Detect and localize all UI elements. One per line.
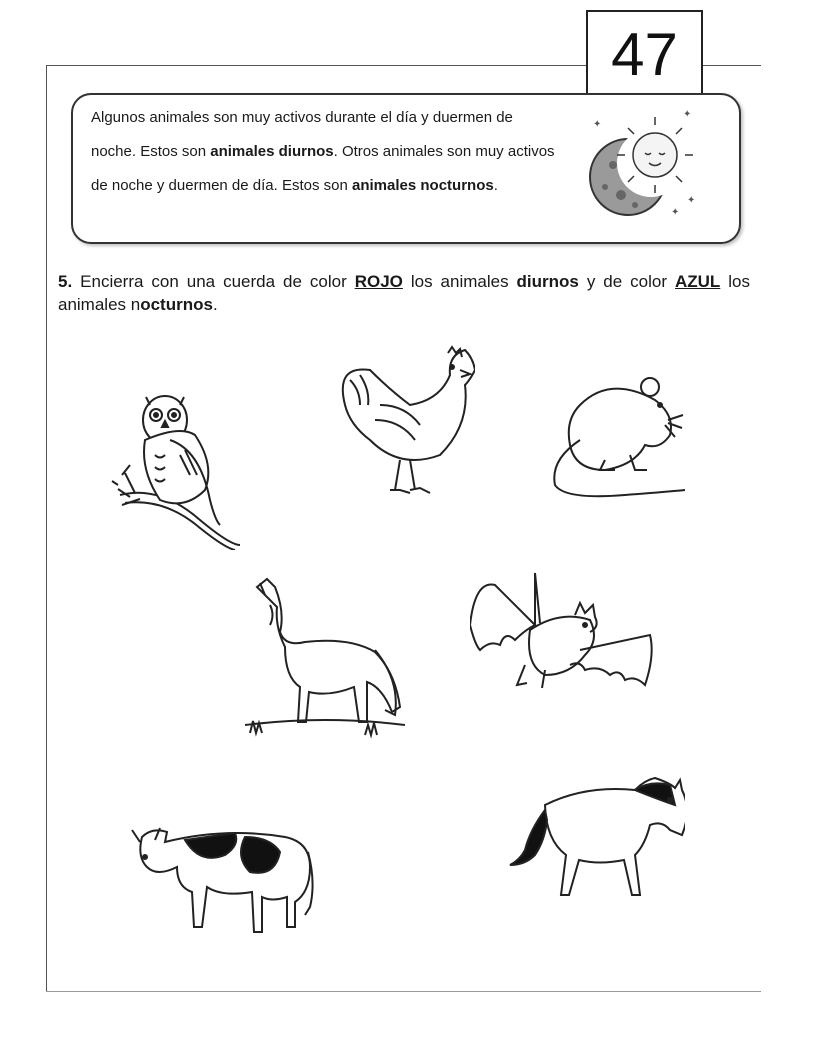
instruction-t1: Encierra con una cuerda de color — [72, 272, 355, 291]
owl-image[interactable] — [110, 385, 250, 550]
wolf-image[interactable] — [245, 575, 405, 745]
page-frame-bottom — [46, 991, 761, 992]
instruction-number: 5. — [58, 272, 73, 291]
info-end: . — [493, 177, 498, 194]
svg-text:✦: ✦ — [683, 109, 692, 120]
info-diurnos: animales diurnos — [210, 143, 334, 160]
info-text — [91, 101, 561, 203]
page-number — [586, 10, 703, 98]
page-frame-left — [46, 65, 47, 992]
instruction-t4: los animales n — [58, 272, 750, 314]
instruction-text — [58, 270, 750, 316]
cow-image[interactable] — [125, 822, 320, 937]
bat-image[interactable] — [470, 570, 655, 705]
hen-image[interactable] — [330, 345, 475, 505]
horse-image[interactable] — [505, 775, 685, 905]
instruction-nocturnos: octurnos — [140, 295, 213, 314]
svg-text:✦: ✦ — [687, 195, 696, 206]
svg-text:✦: ✦ — [671, 207, 680, 218]
instruction-diurnos: diurnos — [516, 272, 579, 291]
page-number-text: 47 — [611, 20, 678, 88]
instruction-t3: y de color — [578, 272, 675, 291]
info-nocturnos-a: animales — [352, 177, 417, 194]
info-part1: Algunos animales son muy activos durante el día y duermen de noche. Estos son — [91, 109, 513, 160]
sun-moon-icon — [583, 105, 703, 225]
info-nocturnos-b: nocturnos — [420, 177, 494, 194]
instruction-t5: . — [212, 295, 218, 314]
info-box — [71, 93, 741, 244]
instruction-rojo: ROJO — [354, 272, 403, 291]
instruction-azul: AZUL — [674, 272, 721, 291]
svg-text:✦: ✦ — [593, 119, 602, 130]
mouse-image[interactable] — [550, 375, 690, 505]
info-part2: . Otros animales son muy activos de noche y duermen de día. Estos son — [91, 143, 555, 194]
instruction-t2: los animales — [402, 272, 517, 291]
